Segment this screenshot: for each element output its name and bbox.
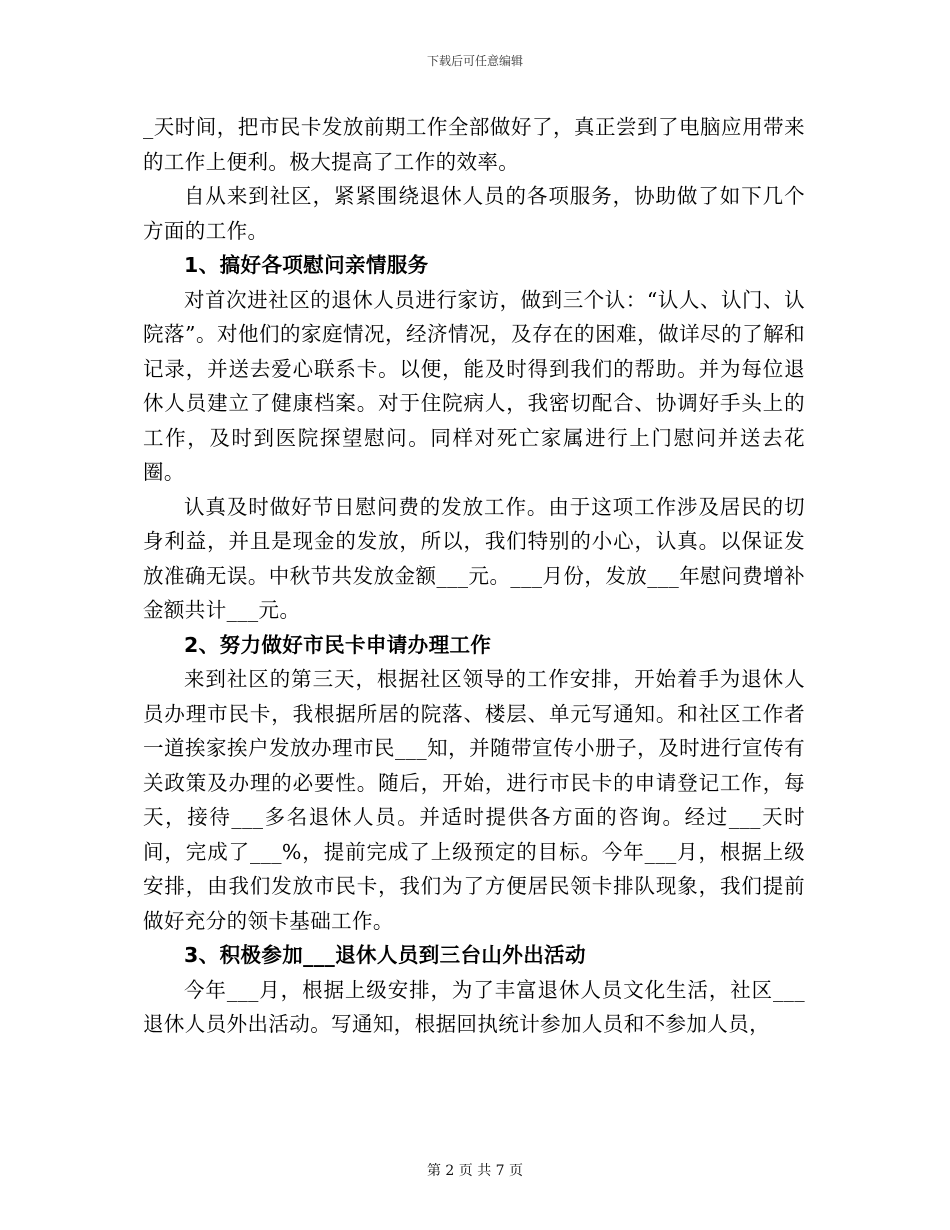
document-body [143, 110, 805, 1042]
paragraph-4: 认真及时做好节日慰问费的发放工作。由于这项工作涉及居民的切身利益，并且是现金的发放，所以，我们特别的小心，认真。以保证发放准确无误。中秋节共发放金额___元。___月份，发放___年慰问费增补金额共计___元。 [143, 494, 805, 622]
paragraph-2: 自从来到社区，紧紧围绕退休人员的各项服务，协助做了如下几个方面的工作。 [143, 184, 805, 243]
paragraph-6: 今年___月，根据上级安排，为了丰富退休人员文化生活，社区___退休人员外出活动。写通知，根据回执统计参加人员和不参加人员， [143, 977, 805, 1036]
paragraph-3: 对首次进社区的退休人员进行家访，做到三个认：“认人、认门、认院落”。对他们的家庭情况，经济情况，及存在的困难，做详尽的了解和记录，并送去爱心联系卡。以便，能及时得到我们的帮助。并为每位退休人员建立了健康档案。对于住院病人，我密切配合、协调好手头上的工作，及时到医院探望慰问。同样对死亡家属进行上门慰问并送去花圈。 [143, 287, 805, 484]
paragraph-1: _天时间，把市民卡发放前期工作全部做好了，真正尝到了电脑应用带来的工作上便利。极大提高了工作的效率。 [143, 115, 805, 174]
section-heading-2: 2、努力做好市民卡申请办理工作 [184, 632, 492, 657]
section-heading-1: 1、搞好各项慰问亲情服务 [184, 253, 429, 277]
paragraph-5: 来到社区的第三天，根据社区领导的工作安排，开始着手为退休人员办理市民卡，我根据所居的院落、楼层、单元写通知。和社区工作者一道挨家挨户发放办理市民___知，并随带宣传小册子，及时进行宣传有关政策及办理的必要性。随后，开始，进行市民卡的申请登记工作，每天，接待___多名退休人员。并适时提供各方面的咨询。经过___天时间，完成了___%，提前完成了上级预定的目标。今年___月，根据上级安排，由我们发放市民卡，我们为了方便居民领卡排队现象，我们提前做好充分的领卡基础工作。 [143, 667, 805, 933]
page-header-note: 下载后可任意编辑 [426, 54, 523, 68]
section-heading-3: 3、积极参加___退休人员到三台山外出活动 [184, 943, 586, 967]
page-number: 第 2 页 共 7 页 [426, 1163, 524, 1179]
